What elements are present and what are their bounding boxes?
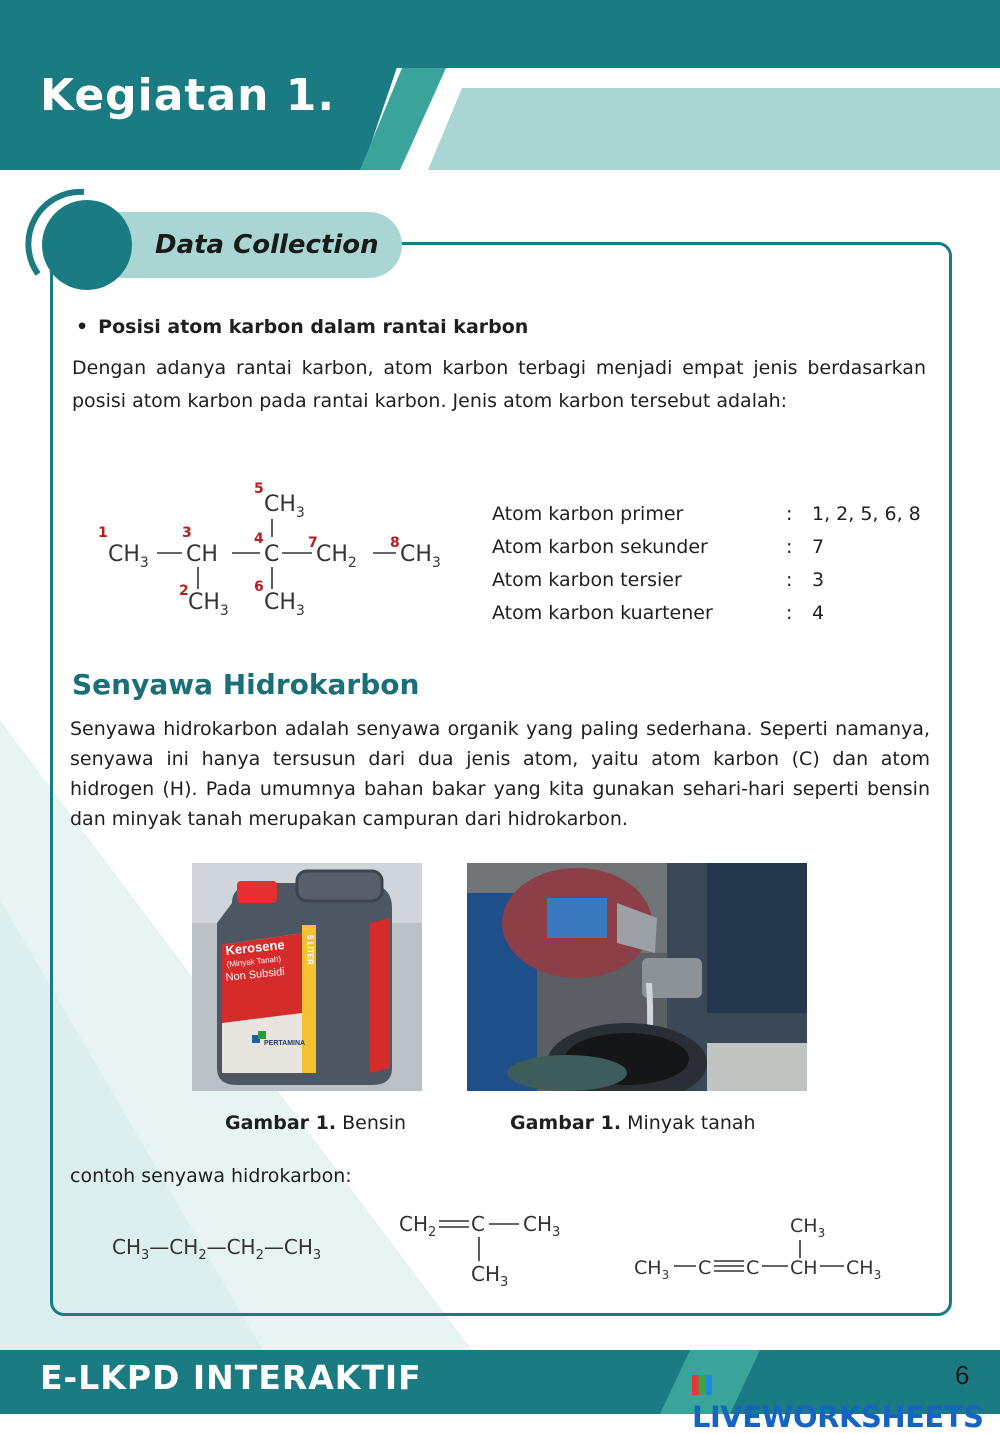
page-title: Kegiatan 1. bbox=[40, 70, 336, 121]
svg-text:C: C bbox=[746, 1257, 760, 1279]
row-value: 3 bbox=[812, 569, 825, 591]
row-label: Atom karbon kuartener bbox=[492, 602, 713, 624]
svg-text:CH3: $CH_3$ bbox=[846, 1257, 882, 1282]
carbon-number: 1 bbox=[98, 525, 108, 541]
table-row: Atom karbon tersier : 3 bbox=[492, 569, 825, 591]
carbon-number: 3 bbox=[182, 525, 192, 541]
jerrycan-label-line: Kerosene bbox=[224, 936, 286, 958]
svg-text:C: C bbox=[471, 1212, 485, 1236]
table-row: Atom karbon sekunder : 7 bbox=[492, 536, 825, 558]
row-label: Atom karbon sekunder bbox=[492, 536, 708, 558]
svg-text:C: C bbox=[698, 1257, 712, 1279]
jerrycan-label-line: (Minyak Tanah) bbox=[226, 954, 282, 969]
svg-text:CH: CH bbox=[790, 1257, 818, 1279]
row-value: 4 bbox=[812, 602, 825, 624]
figure-caption: Gambar 1. Bensin bbox=[225, 1112, 407, 1134]
examples-label: contoh senyawa hidrokarbon: bbox=[70, 1165, 352, 1187]
table-row: Atom karbon primer : 1, 2, 5, 6, 8 bbox=[492, 503, 921, 525]
jerrycan-brand: PERTAMINA bbox=[264, 1040, 306, 1047]
isobutene-structure bbox=[395, 1205, 575, 1291]
carbon-group: $CH_3$ bbox=[188, 590, 229, 619]
row-value: 7 bbox=[812, 536, 825, 558]
section-circle-icon bbox=[42, 200, 132, 290]
carbon-number: 4 bbox=[254, 531, 264, 547]
carbon-type-table bbox=[492, 503, 932, 635]
carbon-group: $CH_3$ bbox=[264, 590, 305, 619]
jerrycan-side-text: 5 LITER bbox=[305, 935, 315, 965]
carbon-group: C bbox=[264, 542, 280, 567]
row-label: Atom karbon primer bbox=[492, 503, 684, 525]
carbon-group: CH bbox=[186, 542, 218, 567]
pouring-kerosene-photo bbox=[467, 863, 807, 1091]
row-label: Atom karbon tersier bbox=[492, 569, 682, 591]
carbon-number: 7 bbox=[308, 535, 318, 551]
carbon-group: $CH_2$ bbox=[316, 542, 357, 571]
section-label: Data Collection bbox=[155, 230, 379, 260]
butane-structure bbox=[110, 1226, 340, 1266]
svg-text:CH3: $CH_3$ bbox=[471, 1262, 509, 1290]
methylbutyne-structure bbox=[630, 1210, 890, 1286]
carbon-number: 5 bbox=[254, 481, 264, 497]
svg-text:CH3: $CH_3$ bbox=[790, 1215, 826, 1240]
svg-text:CH3: $CH_3$ bbox=[634, 1257, 670, 1282]
footer-title: E-LKPD INTERAKTIF bbox=[40, 1358, 422, 1397]
hydrocarbon-heading: Senyawa Hidrokarbon bbox=[72, 668, 420, 701]
figure-caption: Gambar 1. Minyak tanah bbox=[510, 1112, 756, 1134]
carbon-group: $CH_3$ bbox=[400, 542, 441, 571]
svg-text:CH3—CH2—CH2—CH3: $CH_3—CH_2—CH_2—CH_3$ bbox=[112, 1235, 322, 1263]
carbon-chain-structure bbox=[90, 475, 470, 635]
bullet-heading: • Posisi atom karbon dalam rantai karbon bbox=[76, 316, 528, 338]
jerrycan-label-line: Non Subsidi bbox=[225, 965, 286, 984]
intro-paragraph: Dengan adanya rantai karbon, atom karbon terbagi menjadi empat jenis berdasarkan posisi atom karbon pada rantai karbon. Jenis atom karbon tersebut adalah: bbox=[72, 357, 926, 412]
carbon-group: $CH_3$ bbox=[108, 542, 149, 571]
liveworksheets-logo[interactable]: LIVEWORKSHEETS bbox=[692, 1366, 1000, 1434]
logo-icon bbox=[692, 1375, 712, 1395]
svg-text:CH3: $CH_3$ bbox=[523, 1212, 561, 1240]
carbon-number: 6 bbox=[254, 579, 264, 595]
carbon-group: $CH_3$ bbox=[264, 492, 305, 521]
hydrocarbon-paragraph: Senyawa hidrokarbon adalah senyawa organik yang paling sederhana. Seperti namanya, senyawa ini hanya tersusun dari dua jenis atom, yaitu atom karbon (C) dan atom hidrogen (H). Pada umumnya bahan bakar yang kita gunakan sehari-hari seperti bensin dan minyak tanah merupakan campuran dari hidrokarbon. bbox=[70, 718, 930, 830]
table-row: Atom karbon kuartener : 4 bbox=[492, 602, 825, 624]
row-value: 1, 2, 5, 6, 8 bbox=[812, 503, 921, 525]
page-number: 6 bbox=[955, 1360, 970, 1390]
svg-text:CH2: $CH_2$ bbox=[399, 1212, 437, 1240]
kerosene-jerrycan-photo bbox=[192, 863, 422, 1091]
carbon-number: 2 bbox=[179, 583, 189, 599]
carbon-number: 8 bbox=[390, 535, 400, 551]
